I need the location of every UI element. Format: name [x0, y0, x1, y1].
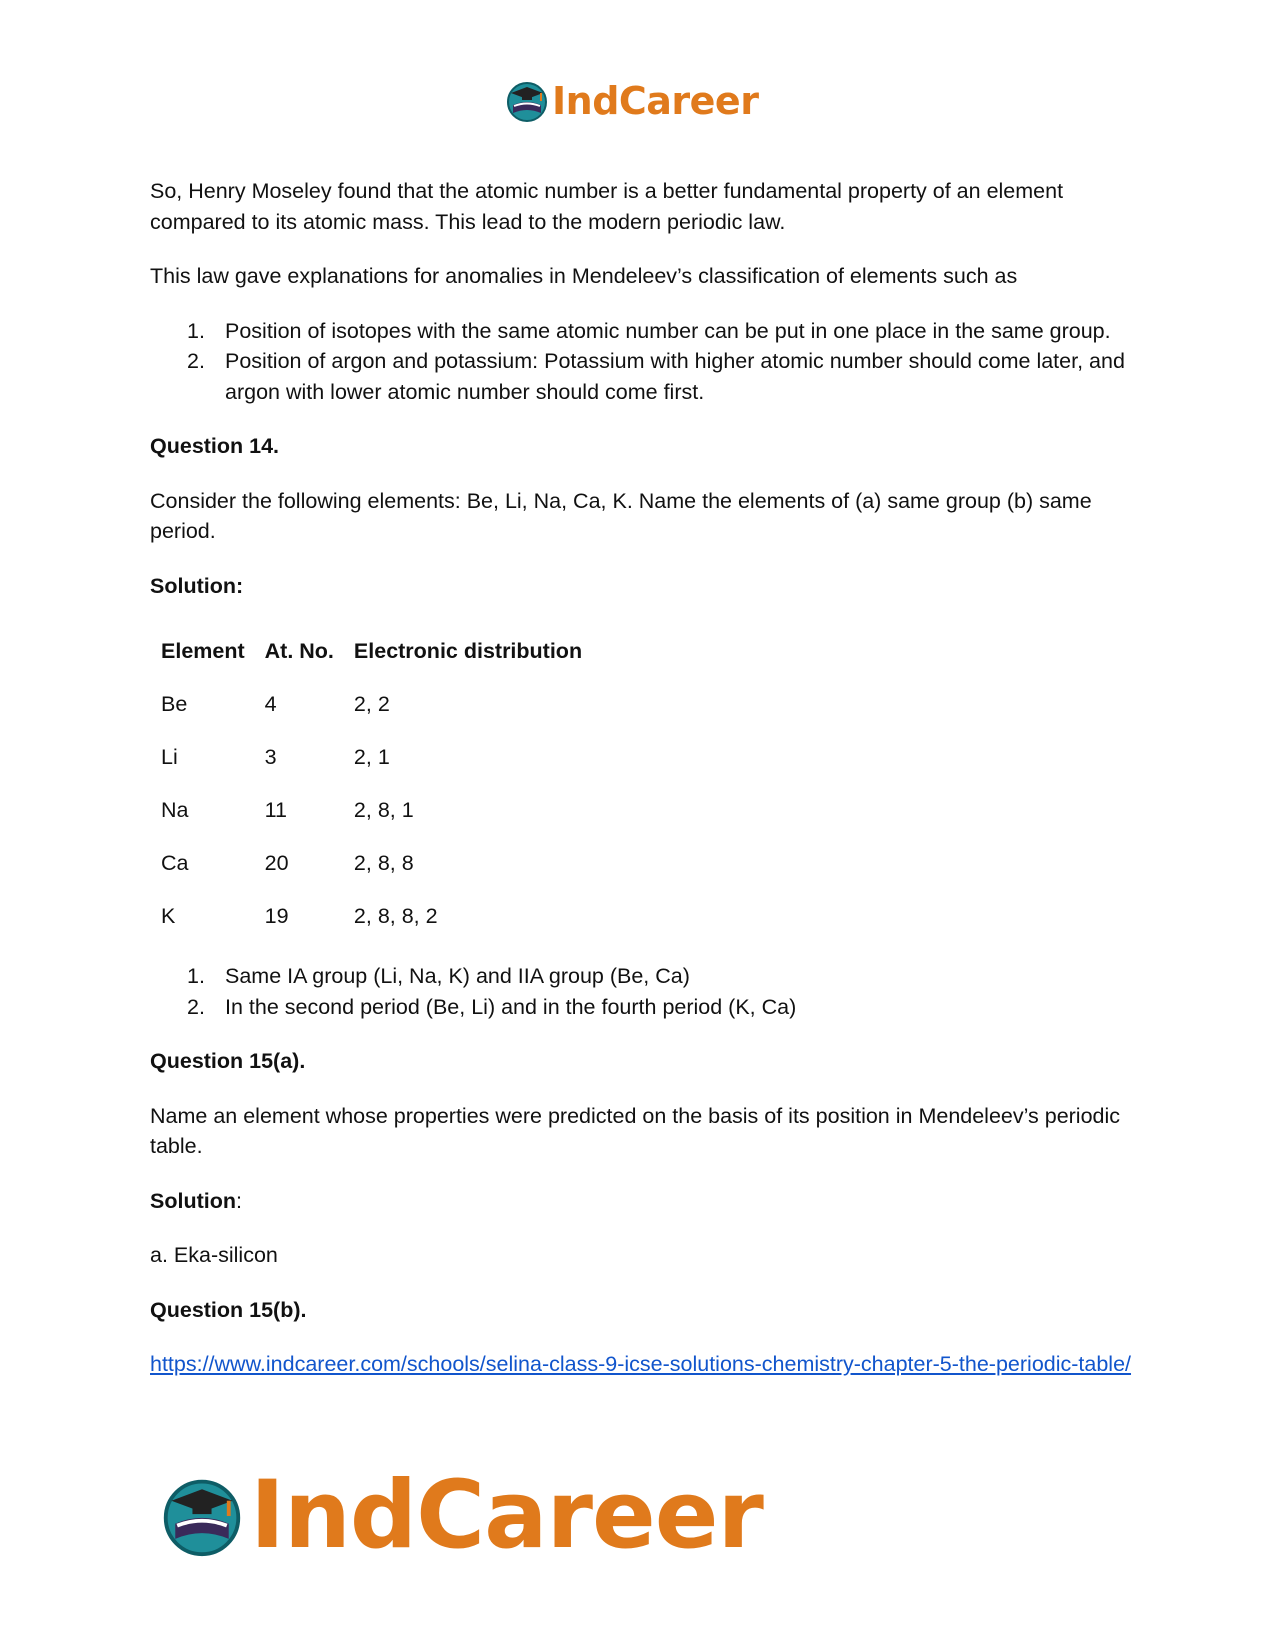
table-row: [151, 890, 592, 943]
question-14-text: Consider the following elements: Be, Li, Na, Ca, K. Name the elements of (a) same group (b) same period.: [150, 488, 1092, 543]
table-header-row: [151, 625, 592, 678]
table-cell: 19: [264, 904, 289, 928]
table-cell: 20: [264, 851, 289, 875]
solution-label-bold: Solution: [150, 1188, 236, 1213]
source-link[interactable]: https://www.indcareer.com/schools/selina-class-9-icse-solutions-chemistry-chapter-5-the-periodic-table/: [150, 1352, 1132, 1376]
footer-logo: [160, 1461, 763, 1570]
footer-link-paragraph: [150, 1349, 1140, 1380]
graduation-globe-icon: [505, 79, 549, 123]
answer-list: [150, 961, 1140, 1022]
table-row: [151, 784, 592, 837]
column-header-element: Element: [161, 639, 245, 663]
solution-label-15a: [150, 1186, 1140, 1217]
table-cell: 2, 8, 8, 2: [353, 904, 438, 928]
list-item: [150, 992, 1140, 1023]
table-cell: 2, 1: [353, 745, 390, 769]
question-15a-heading: Question 15(a).: [150, 1049, 306, 1073]
question-15a-text: Name an element whose properties were predicted on the basis of its position in Mendeleev’s periodic table.: [150, 1103, 1121, 1158]
table-cell: 2, 2: [353, 692, 390, 716]
question-15b-heading: Question 15(b).: [150, 1297, 307, 1322]
solution-label-colon: :: [235, 1188, 242, 1213]
table-cell: Be: [161, 692, 188, 716]
paragraph-moseley: So, Henry Moseley found that the atomic number is a better fundamental property of an element compared to its atomic mass. This lead to the modern periodic law.: [150, 179, 1064, 234]
list-text: In the second period (Be, Li) and in the fourth period (K, Ca): [225, 994, 797, 1019]
list-number: 2.: [187, 349, 205, 373]
solution-label: Solution:: [150, 573, 244, 598]
table-cell: Li: [161, 745, 178, 769]
list-text: Same IA group (Li, Na, K) and IIA group (Be, Ca): [225, 964, 690, 988]
header-logo-text: IndCareer: [552, 79, 759, 123]
list-text: Position of argon and potassium: Potassium with higher atomic number should come later, and argon with lower atomic number should come first.: [225, 349, 1125, 404]
list-item: [150, 961, 1140, 992]
column-header-distribution: Electronic distribution: [353, 639, 583, 663]
table-row: [151, 837, 592, 890]
graduation-globe-icon: [160, 1474, 244, 1558]
list-number: 1.: [187, 964, 205, 988]
table-cell: 2, 8, 1: [353, 798, 414, 822]
list-number: 1.: [187, 318, 205, 343]
table-cell: 11: [264, 798, 287, 822]
list-text: Position of isotopes with the same atomic number can be put in one place in the same group.: [225, 318, 1111, 343]
table-cell: 3: [264, 745, 277, 769]
table-cell: 4: [264, 692, 277, 716]
table-cell: K: [161, 904, 176, 928]
column-header-atomic-number: At. No.: [264, 639, 334, 663]
header-logo: [505, 78, 758, 124]
table-cell: 2, 8, 8: [353, 851, 414, 875]
document-body: [150, 176, 1140, 1380]
table-row: [151, 731, 592, 784]
anomalies-list: [150, 316, 1140, 408]
paragraph-anomalies: This law gave explanations for anomalies in Mendeleev’s classification of elements such as: [150, 264, 1018, 288]
answer-15a: a. Eka-silicon: [150, 1243, 278, 1267]
table-cell: Ca: [161, 851, 189, 875]
table-cell: Na: [161, 798, 189, 822]
table-row: [151, 678, 592, 731]
element-table: [151, 625, 592, 943]
question-14-heading: Question 14.: [150, 434, 280, 458]
list-item: [150, 316, 1140, 347]
list-item: [150, 346, 1140, 407]
footer-logo-text: IndCareer: [250, 1461, 763, 1570]
list-number: 2.: [187, 994, 205, 1019]
